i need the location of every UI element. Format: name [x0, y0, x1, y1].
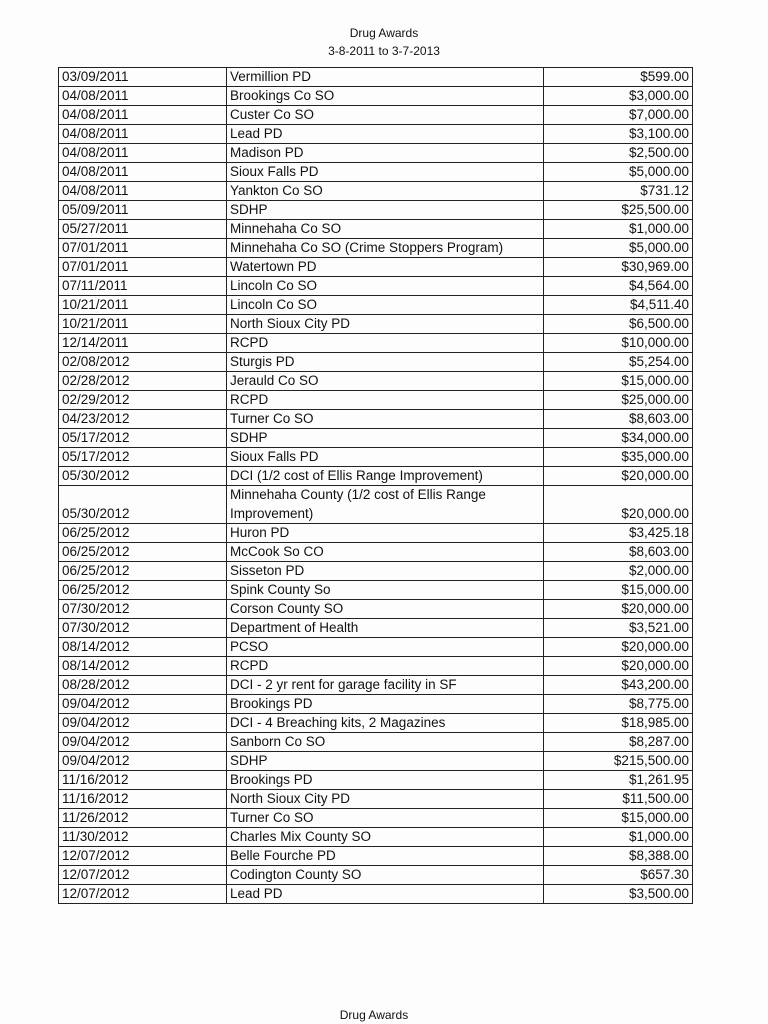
award-date: 04/23/2012	[59, 410, 227, 429]
table-row	[59, 809, 693, 828]
award-amount: $20,000.00	[544, 657, 693, 676]
award-amount: $15,000.00	[544, 581, 693, 600]
award-date: 06/25/2012	[59, 562, 227, 581]
table-row	[59, 296, 693, 315]
table-row	[59, 676, 693, 695]
award-agency: RCPD	[227, 657, 544, 676]
award-date: 04/08/2011	[59, 106, 227, 125]
award-agency: Yankton Co SO	[227, 182, 544, 201]
award-amount: $20,000.00	[544, 638, 693, 657]
award-date: 05/27/2011	[59, 220, 227, 239]
award-amount: $3,500.00	[544, 885, 693, 904]
award-date: 04/08/2011	[59, 125, 227, 144]
award-amount: $5,000.00	[544, 163, 693, 182]
table-row	[59, 524, 693, 543]
award-date: 04/08/2011	[59, 182, 227, 201]
award-date: 09/04/2012	[59, 752, 227, 771]
table-row	[59, 828, 693, 847]
award-date: 05/30/2012	[59, 467, 227, 486]
award-agency: Brookings Co SO	[227, 87, 544, 106]
table-row	[59, 486, 693, 524]
award-agency: Madison PD	[227, 144, 544, 163]
award-date: 08/14/2012	[59, 657, 227, 676]
award-date: 09/04/2012	[59, 714, 227, 733]
table-row	[59, 68, 693, 87]
award-date: 04/08/2011	[59, 163, 227, 182]
award-agency: Custer Co SO	[227, 106, 544, 125]
award-agency: SDHP	[227, 201, 544, 220]
award-agency: Sisseton PD	[227, 562, 544, 581]
award-amount: $34,000.00	[544, 429, 693, 448]
table-row	[59, 163, 693, 182]
award-date: 02/29/2012	[59, 391, 227, 410]
table-row	[59, 638, 693, 657]
award-agency: RCPD	[227, 391, 544, 410]
table-row	[59, 562, 693, 581]
award-amount: $10,000.00	[544, 334, 693, 353]
award-date: 04/08/2011	[59, 87, 227, 106]
award-agency: RCPD	[227, 334, 544, 353]
award-amount: $731.12	[544, 182, 693, 201]
table-row	[59, 790, 693, 809]
award-date: 05/09/2011	[59, 201, 227, 220]
table-row	[59, 391, 693, 410]
award-agency: North Sioux City PD	[227, 315, 544, 334]
award-agency: Minnehaha County (1/2 cost of Ellis Range Improvement)	[227, 486, 544, 524]
award-agency: Turner Co SO	[227, 809, 544, 828]
award-amount: $8,603.00	[544, 410, 693, 429]
award-amount: $1,000.00	[544, 828, 693, 847]
award-agency: Vermillion PD	[227, 68, 544, 87]
table-row	[59, 220, 693, 239]
award-date: 10/21/2011	[59, 315, 227, 334]
award-date: 06/25/2012	[59, 581, 227, 600]
award-amount: $215,500.00	[544, 752, 693, 771]
table-row	[59, 258, 693, 277]
award-agency: SDHP	[227, 429, 544, 448]
award-date: 07/01/2011	[59, 239, 227, 258]
award-agency: Codington County SO	[227, 866, 544, 885]
award-agency: Sturgis PD	[227, 353, 544, 372]
award-date: 04/08/2011	[59, 144, 227, 163]
table-row	[59, 619, 693, 638]
award-amount: $20,000.00	[544, 486, 693, 524]
table-row	[59, 657, 693, 676]
award-date: 09/04/2012	[59, 695, 227, 714]
awards-table	[58, 67, 693, 904]
award-date: 08/14/2012	[59, 638, 227, 657]
table-row	[59, 752, 693, 771]
award-amount: $15,000.00	[544, 809, 693, 828]
award-date: 11/26/2012	[59, 809, 227, 828]
award-date: 05/17/2012	[59, 448, 227, 467]
award-date: 10/21/2011	[59, 296, 227, 315]
award-amount: $3,425.18	[544, 524, 693, 543]
award-amount: $3,000.00	[544, 87, 693, 106]
table-row	[59, 201, 693, 220]
award-date: 12/07/2012	[59, 847, 227, 866]
award-date: 02/08/2012	[59, 353, 227, 372]
award-date: 11/16/2012	[59, 771, 227, 790]
table-row	[59, 714, 693, 733]
table-row	[59, 277, 693, 296]
table-row	[59, 144, 693, 163]
award-amount: $25,500.00	[544, 201, 693, 220]
award-amount: $8,388.00	[544, 847, 693, 866]
award-agency: Huron PD	[227, 524, 544, 543]
table-row	[59, 106, 693, 125]
award-amount: $20,000.00	[544, 467, 693, 486]
table-row	[59, 87, 693, 106]
table-row	[59, 448, 693, 467]
award-agency: Department of Health	[227, 619, 544, 638]
award-amount: $35,000.00	[544, 448, 693, 467]
award-agency: Sioux Falls PD	[227, 163, 544, 182]
award-agency: PCSO	[227, 638, 544, 657]
award-agency: Lead PD	[227, 125, 544, 144]
award-amount: $25,000.00	[544, 391, 693, 410]
award-date: 11/16/2012	[59, 790, 227, 809]
table-row	[59, 600, 693, 619]
document-title: Drug Awards	[349, 26, 419, 40]
award-date: 06/25/2012	[59, 524, 227, 543]
table-row	[59, 182, 693, 201]
table-row	[59, 429, 693, 448]
award-amount: $8,603.00	[544, 543, 693, 562]
award-agency: Turner Co SO	[227, 410, 544, 429]
table-row	[59, 581, 693, 600]
award-amount: $43,200.00	[544, 676, 693, 695]
award-date: 05/17/2012	[59, 429, 227, 448]
award-agency: DCI (1/2 cost of Ellis Range Improvement)	[227, 467, 544, 486]
award-amount: $15,000.00	[544, 372, 693, 391]
award-date: 11/30/2012	[59, 828, 227, 847]
award-amount: $2,000.00	[544, 562, 693, 581]
award-date: 05/30/2012	[59, 486, 227, 524]
award-agency: DCI - 4 Breaching kits, 2 Magazines	[227, 714, 544, 733]
table-row	[59, 372, 693, 391]
award-agency: DCI - 2 yr rent for garage facility in SF	[227, 676, 544, 695]
award-amount: $599.00	[544, 68, 693, 87]
award-amount: $4,511.40	[544, 296, 693, 315]
award-agency: Spink County So	[227, 581, 544, 600]
award-date: 12/07/2012	[59, 866, 227, 885]
award-date: 02/28/2012	[59, 372, 227, 391]
award-agency: McCook So CO	[227, 543, 544, 562]
award-agency: Minnehaha Co SO	[227, 220, 544, 239]
award-date: 12/14/2011	[59, 334, 227, 353]
table-row	[59, 733, 693, 752]
table-row	[59, 125, 693, 144]
award-amount: $8,287.00	[544, 733, 693, 752]
table-row	[59, 695, 693, 714]
page-footer: Drug Awards	[339, 1008, 409, 1022]
award-agency: Lincoln Co SO	[227, 277, 544, 296]
award-date: 07/30/2012	[59, 619, 227, 638]
award-agency: Corson County SO	[227, 600, 544, 619]
award-agency: Sanborn Co SO	[227, 733, 544, 752]
award-amount: $4,564.00	[544, 277, 693, 296]
table-row	[59, 543, 693, 562]
award-amount: $1,261.95	[544, 771, 693, 790]
table-row	[59, 847, 693, 866]
award-date: 12/07/2012	[59, 885, 227, 904]
award-agency: Minnehaha Co SO (Crime Stoppers Program)	[227, 239, 544, 258]
award-amount: $8,775.00	[544, 695, 693, 714]
awards-table-body	[59, 68, 693, 904]
award-date: 06/25/2012	[59, 543, 227, 562]
award-amount: $3,521.00	[544, 619, 693, 638]
award-agency: Lincoln Co SO	[227, 296, 544, 315]
table-row	[59, 334, 693, 353]
table-row	[59, 885, 693, 904]
award-amount: $6,500.00	[544, 315, 693, 334]
award-agency: Jerauld Co SO	[227, 372, 544, 391]
table-row	[59, 353, 693, 372]
award-amount: $7,000.00	[544, 106, 693, 125]
award-agency: North Sioux City PD	[227, 790, 544, 809]
award-agency: Charles Mix County SO	[227, 828, 544, 847]
date-range: 3-8-2011 to 3-7-2013	[328, 44, 440, 58]
award-date: 08/28/2012	[59, 676, 227, 695]
award-date: 09/04/2012	[59, 733, 227, 752]
award-amount: $5,000.00	[544, 239, 693, 258]
award-amount: $3,100.00	[544, 125, 693, 144]
award-amount: $5,254.00	[544, 353, 693, 372]
award-agency: Lead PD	[227, 885, 544, 904]
award-date: 07/11/2011	[59, 277, 227, 296]
table-row	[59, 239, 693, 258]
award-amount: $11,500.00	[544, 790, 693, 809]
award-date: 07/01/2011	[59, 258, 227, 277]
award-agency: SDHP	[227, 752, 544, 771]
award-amount: $30,969.00	[544, 258, 693, 277]
award-agency: Brookings PD	[227, 771, 544, 790]
award-agency: Sioux Falls PD	[227, 448, 544, 467]
award-date: 03/09/2011	[59, 68, 227, 87]
table-row	[59, 467, 693, 486]
table-row	[59, 315, 693, 334]
award-agency: Watertown PD	[227, 258, 544, 277]
award-amount: $2,500.00	[544, 144, 693, 163]
award-date: 07/30/2012	[59, 600, 227, 619]
table-row	[59, 866, 693, 885]
table-row	[59, 410, 693, 429]
award-amount: $1,000.00	[544, 220, 693, 239]
award-agency: Brookings PD	[227, 695, 544, 714]
award-amount: $20,000.00	[544, 600, 693, 619]
award-amount: $657.30	[544, 866, 693, 885]
table-row	[59, 771, 693, 790]
award-agency: Belle Fourche PD	[227, 847, 544, 866]
award-amount: $18,985.00	[544, 714, 693, 733]
